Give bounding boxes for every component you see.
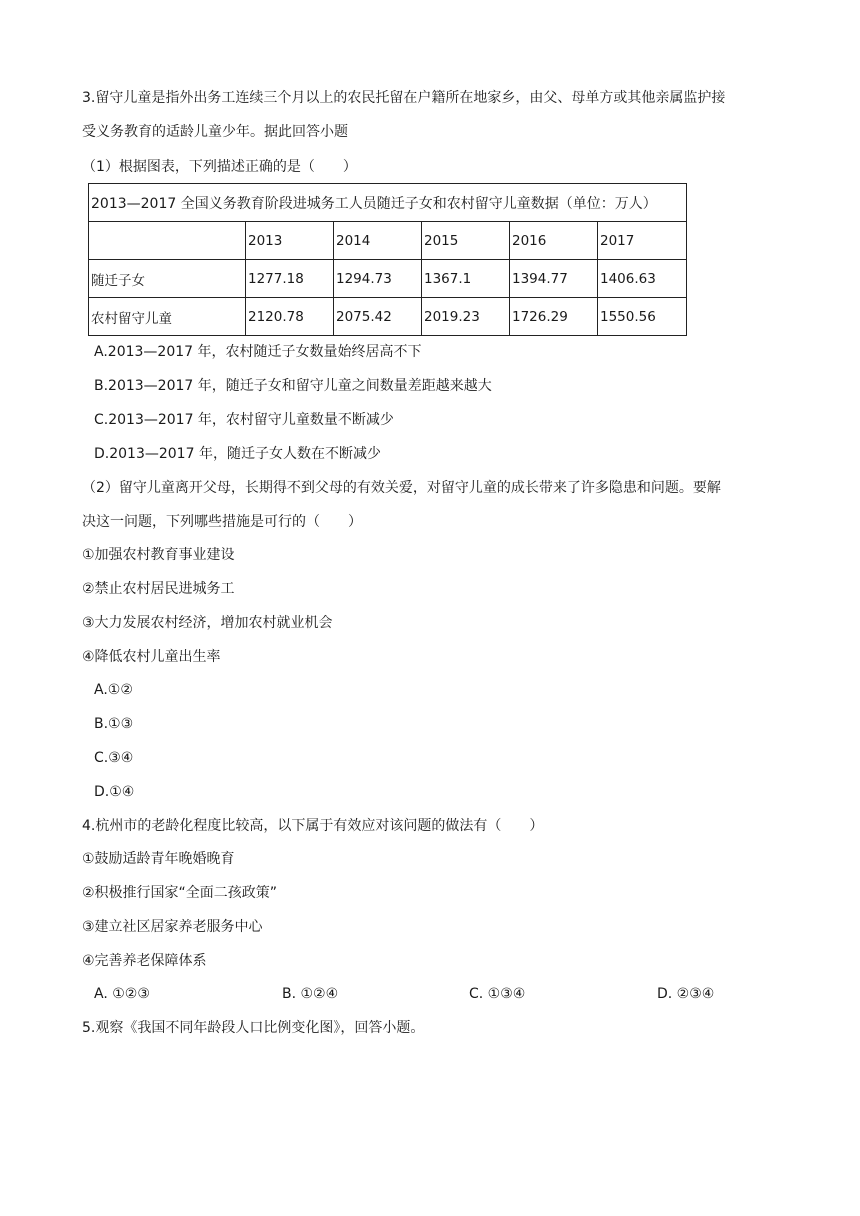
q3-sub2-option-c[interactable]: C.③④ [94, 750, 134, 766]
table-cell: 1294.73 [334, 260, 422, 298]
q4-option-c[interactable]: C. ①③④ [469, 986, 526, 1002]
table-cell: 1277.18 [246, 260, 334, 298]
table-cell: 1726.29 [510, 298, 598, 336]
table-caption: 2013—2017 全国义务教育阶段进城务工人员随迁子女和农村留守儿童数据（单位：万人） [89, 184, 687, 222]
q4-prompt: 4.杭州市的老龄化程度比较高，以下属于有效应对该问题的做法有（ ） [82, 818, 544, 834]
q3-sub2-statement-1: ①加强农村教育事业建设 [82, 547, 235, 563]
q3-sub1-option-d[interactable]: D.2013—2017 年，随迁子女人数在不断减少 [94, 446, 381, 462]
q3-sub1-option-b[interactable]: B.2013—2017 年，随迁子女和留守儿童之间数量差距越来越大 [94, 378, 492, 394]
q3-sub2-statement-4: ④降低农村儿童出生率 [82, 649, 221, 665]
q3-sub1-option-c[interactable]: C.2013—2017 年，农村留守儿童数量不断减少 [94, 412, 394, 428]
q3-sub1-option-a[interactable]: A.2013—2017 年，农村随迁子女数量始终居高不下 [94, 344, 422, 360]
q4-options-row [0, 984, 860, 1004]
q3-sub2-prompt-line1: （2）留守儿童离开父母，长期得不到父母的有效关爱，对留守儿童的成长带来了许多隐患和问题。要解 [82, 480, 721, 496]
table-header-year: 2013 [246, 222, 334, 260]
q4-statement-3: ③建立社区居家养老服务中心 [82, 919, 263, 935]
q3-intro-line2: 受义务教育的适龄儿童少年。据此回答小题 [82, 124, 348, 140]
q4-statement-2: ②积极推行国家“全面二孩政策” [82, 885, 278, 901]
table-cell: 2075.42 [334, 298, 422, 336]
q3-intro-line1: 3.留守儿童是指外出务工连续三个月以上的农民托留在户籍所在地家乡，由父、母单方或其他亲属监护接 [82, 90, 726, 106]
table-row [89, 260, 687, 298]
table-cell: 1367.1 [422, 260, 510, 298]
table-header-year: 2015 [422, 222, 510, 260]
q3-sub2-option-b[interactable]: B.①③ [94, 716, 134, 732]
table-cell: 1406.63 [598, 260, 687, 298]
table-cell: 1550.56 [598, 298, 687, 336]
q3-sub1-prompt: （1）根据图表，下列描述正确的是（ ） [82, 159, 357, 175]
q3-sub2-option-d[interactable]: D.①④ [94, 784, 135, 800]
data-table [88, 183, 687, 336]
q4-option-d[interactable]: D. ②③④ [657, 986, 715, 1002]
q3-sub2-statement-2: ②禁止农村居民进城务工 [82, 581, 235, 597]
table-header-year: 2017 [598, 222, 687, 260]
q3-sub2-prompt-line2: 决这一问题，下列哪些措施是可行的（ ） [82, 514, 362, 530]
q4-option-a[interactable]: A. ①②③ [94, 986, 150, 1002]
table-header-row [89, 222, 687, 260]
q4-statement-1: ①鼓励适龄青年晚婚晚育 [82, 851, 235, 867]
table-caption-row [89, 184, 687, 222]
q4-statement-4: ④完善养老保障体系 [82, 953, 207, 969]
q3-sub2-option-a[interactable]: A.①② [94, 682, 133, 698]
q5-prompt: 5.观察《我国不同年龄段人口比例变化图》，回答小题。 [82, 1020, 425, 1036]
table-row-label: 随迁子女 [89, 260, 246, 298]
table-header-year: 2014 [334, 222, 422, 260]
table-cell: 1394.77 [510, 260, 598, 298]
table-header-empty [89, 222, 246, 260]
table-cell: 2120.78 [246, 298, 334, 336]
q4-option-b[interactable]: B. ①②④ [282, 986, 339, 1002]
table-row [89, 298, 687, 336]
table-cell: 2019.23 [422, 298, 510, 336]
table-row-label: 农村留守儿童 [89, 298, 246, 336]
q3-sub2-statement-3: ③大力发展农村经济，增加农村就业机会 [82, 615, 333, 631]
table-header-year: 2016 [510, 222, 598, 260]
